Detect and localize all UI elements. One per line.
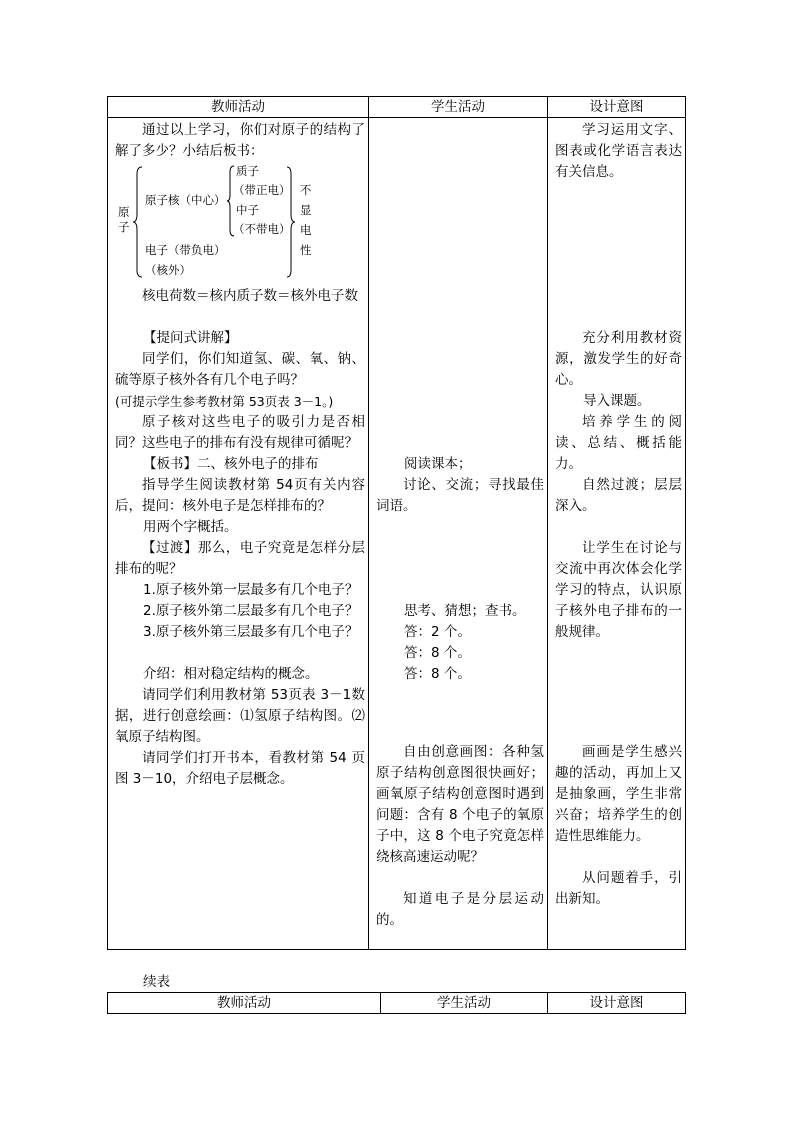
teacher-question-electrons: 同学们，你们知道氢、碳、氧、钠、硫等原子核外各有几个电子吗？ xyxy=(115,351,365,388)
student-discuss: 讨论、交流；寻找最佳词语。 xyxy=(376,477,544,514)
student-answer-1: 答：2 个。 xyxy=(404,624,471,640)
student-free-drawing: 自由创意画图：各种氢原子结构创意图很快画好；画氧原子结构创意图时遇到问题：含有 8 个电子的氧原子中，这 8 个电子究竟怎样绕核高速运动呢？ xyxy=(376,744,544,865)
diagram-neutron-label: 中子 xyxy=(236,203,259,217)
design-reading-ability: 培养学生的阅读、总结、概括能力。 xyxy=(555,414,682,472)
student-answer-2: 答：8 个。 xyxy=(404,645,471,661)
table-border-right xyxy=(685,992,686,1014)
diagram-neutron-charge: （不带电） xyxy=(233,222,291,236)
header-design-intent: 设计意图 xyxy=(589,99,644,115)
diagram-neutral-char: 显 xyxy=(300,203,312,217)
diagram-electron-label: 电子（带负电） xyxy=(145,243,226,257)
design-introduce-topic: 导入课题。 xyxy=(583,393,651,409)
student-read-textbook: 阅读课本； xyxy=(404,456,472,472)
design-use-resources: 充分利用教材资源，激发学生的好奇心。 xyxy=(555,330,682,388)
header-divider xyxy=(107,1013,686,1014)
blackboard-heading: 【板书】二、核外电子的排布 xyxy=(143,456,319,472)
diagram-neutral-char: 电 xyxy=(300,223,312,237)
continued-table-label: 续表 xyxy=(143,974,170,990)
table-border-right xyxy=(685,96,686,950)
diagram-proton-label: 质子 xyxy=(236,164,259,178)
teacher-introduce-stable: 介绍：相对稳定结构的概念。 xyxy=(143,666,319,682)
student-think: 思考、猜想；查书。 xyxy=(404,603,526,619)
neutral-brace-icon xyxy=(286,166,296,278)
design-use-language: 学习运用文字、图表或化学语言表达有关信息。 xyxy=(555,122,682,180)
header-student-activity: 学生活动 xyxy=(431,99,485,115)
header-design-intent: 设计意图 xyxy=(589,995,644,1011)
teacher-transition: 【过渡】那么，电子究竟是怎样分层排布的呢？ xyxy=(115,540,365,577)
header-divider xyxy=(107,117,686,118)
diagram-neutral-char: 不 xyxy=(300,183,312,197)
section-label-question-lecture: 【提问式讲解】 xyxy=(143,330,238,346)
design-discussion: 让学生在讨论与交流中再次体会化学学习的特点，认识原子核外电子排布的一般规律。 xyxy=(555,540,682,640)
diagram-electron-location: （核外） xyxy=(145,263,191,277)
diagram-proton-charge: （带正电） xyxy=(233,183,291,197)
teacher-guide-reading: 指导学生阅读教材第 54页有关内容后，提问：核外电子是怎样排布的？ xyxy=(115,477,365,514)
question-shell-1: 1.原子核外第一层最多有几个电子？ xyxy=(143,582,359,598)
header-teacher-activity: 教师活动 xyxy=(217,995,271,1011)
atom-brace-icon xyxy=(132,166,144,278)
table-border-bottom xyxy=(107,949,686,950)
header-student-activity: 学生活动 xyxy=(437,995,491,1011)
design-transition: 自然过渡；层层深入。 xyxy=(555,477,682,514)
table-border-top xyxy=(107,96,686,97)
table-border-left xyxy=(107,96,108,950)
student-answer-3: 答：8 个。 xyxy=(404,666,471,682)
table-border-top xyxy=(107,992,686,993)
teacher-hint: (可提示学生参考教材第 53页表 3－1。) xyxy=(115,394,334,409)
student-layered-motion: 知道电子是分层运动的。 xyxy=(376,891,544,928)
header-teacher-activity: 教师活动 xyxy=(211,99,265,115)
column-divider xyxy=(547,96,548,950)
design-from-problem: 从问题着手，引出新知。 xyxy=(555,870,682,907)
question-shell-2: 2.原子核外第二层最多有几个电子？ xyxy=(143,603,359,619)
charge-equation: 核电荷数＝核内质子数＝核外电子数 xyxy=(142,288,358,304)
design-drawing-interest: 画画是学生感兴趣的活动，再加上又是抽象画，学生非常兴奋；培养学生的创造性思维能力。 xyxy=(555,744,682,844)
column-divider xyxy=(368,96,369,950)
diagram-neutral-char: 性 xyxy=(300,243,312,257)
diagram-atom-label: 原子 xyxy=(118,205,130,234)
question-shell-3: 3.原子核外第三层最多有几个电子？ xyxy=(143,624,359,640)
teacher-creative-drawing: 请同学们利用教材第 53页表 3－1数据，进行创意绘画：⑴氢原子结构图。⑵氧原子结构图。 xyxy=(115,687,365,745)
teacher-summary-text: 通过以上学习，你们对原子的结构了解了多少？小结后板书： xyxy=(115,122,365,159)
teacher-question-attraction: 原子核对这些电子的吸引力是否相同？这些电子的排布有没有规律可循呢？ xyxy=(115,414,365,451)
teacher-electron-shell: 请同学们打开书本，看教材第 54 页图 3－10，介绍电子层概念。 xyxy=(115,750,365,787)
teacher-summarize: 用两个字概括。 xyxy=(143,519,238,535)
diagram-nucleus-label: 原子核（中心） xyxy=(145,193,226,207)
